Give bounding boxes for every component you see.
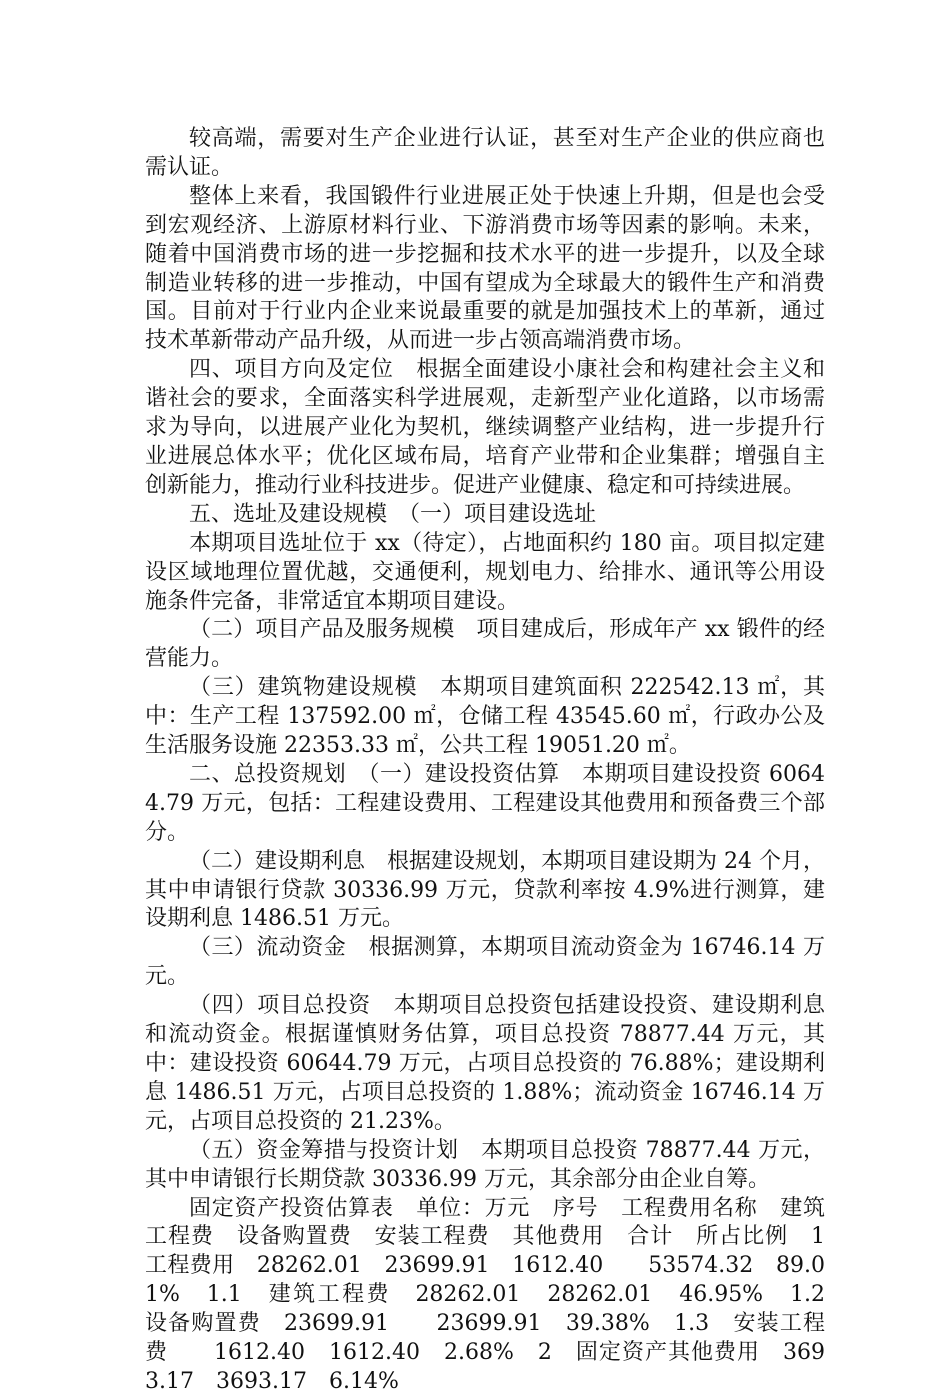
paragraph-1: 较高端，需要对生产企业进行认证，甚至对生产企业的供应商也需认证。 — [145, 126, 825, 180]
paragraph-2: 整体上来看，我国锻件行业进展正处于快速上升期，但是也会受到宏观经济、上游原材料行业、下游消费市场等因素的影响。未来，随着中国消费市场的进一步挖掘和技术水平的进一步提升，以及全球制造业转移的进一步推动，中国有望成为全球最大的锻件生产和消费国。目前对于行业内企业来说最重要的就是加强技术上的革新，通过技术革新带动产品升级，从而进一步占领高端消费市场。 — [145, 183, 825, 354]
paragraph-8: 二、总投资规划 （一）建设投资估算 本期项目建设投资 60644.79 万元，包括：工程建设费用、工程建设其他费用和预备费三个部分。 — [145, 761, 825, 845]
paragraph-7: （三）建筑物建设规模 本期项目建筑面积 222542.13 ㎡，其中：生产工程 137592.00 ㎡，仓储工程 43545.60 ㎡，行政办公及生活服务设施 22353.33 ㎡，公共工程 19051.20 ㎡。 — [145, 675, 825, 759]
paragraph-5: 本期项目选址位于 xx（待定），占地面积约 180 亩。项目拟定建设区域地理位置优越，交通便利，规划电力、给排水、通讯等公用设施条件完备，非常适宜本期项目建设。 — [145, 530, 825, 614]
document-body — [145, 125, 848, 1397]
paragraph-13: 固定资产投资估算表 单位：万元 序号 工程费用名称 建筑工程费 设备购置费 安装工程费 其他费用 合计 所占比例 1 工程费用 28262.01 23699.91 1612.40 53574.32 89.01% 1.1 建筑工程费 28262.01 28262.01 46.95% 1.2 设备购置费 23699.91 23699.91 39.38% 1.3 安装工程费 1612.40 1612.40 2.68% 2 固定资产其他费用 3693.17 3693.17 6.14% — [145, 1195, 848, 1394]
paragraph-12: （五）资金筹措与投资计划 本期项目总投资 78877.44 万元，其中申请银行长期贷款 30336.99 万元，其余部分由企业自筹。 — [145, 1137, 825, 1192]
paragraph-10: （三）流动资金 根据测算，本期项目流动资金为 16746.14 万元。 — [145, 935, 825, 990]
paragraph-3: 四、项目方向及定位 根据全面建设小康社会和构建社会主义和谐社会的要求，全面落实科学进展观，走新型产业化道路，以市场需求为导向，以进展产业化为契机，继续调整产业结构，进一步提升行业进展总体水平；优化区域布局，培育产业带和企业集群；增强自主创新能力，推动行业科技进步。促进产业健康、稳定和可持续进展。 — [145, 357, 825, 498]
paragraph-6: （二）项目产品及服务规模 项目建成后，形成年产 xx 锻件的经营能力。 — [145, 617, 825, 672]
paragraph-9: （二）建设期利息 根据建设规划，本期项目建设期为 24 个月，其中申请银行贷款 30336.99 万元，贷款利率按 4.9%进行测算，建设期利息 1486.51 万元。 — [145, 848, 825, 932]
paragraph-11: （四）项目总投资 本期项目总投资包括建设投资、建设期利息和流动资金。根据谨慎财务估算，项目总投资 78877.44 万元，其中：建设投资 60644.79 万元，占项目总投资的 76.88%；建设期利息 1486.51 万元，占项目总投资的 1.88%；流动资金 16746.14 万元，占项目总投资的 21.23%。 — [145, 993, 825, 1134]
paragraph-4: 五、选址及建设规模 （一）项目建设选址 — [189, 501, 597, 527]
